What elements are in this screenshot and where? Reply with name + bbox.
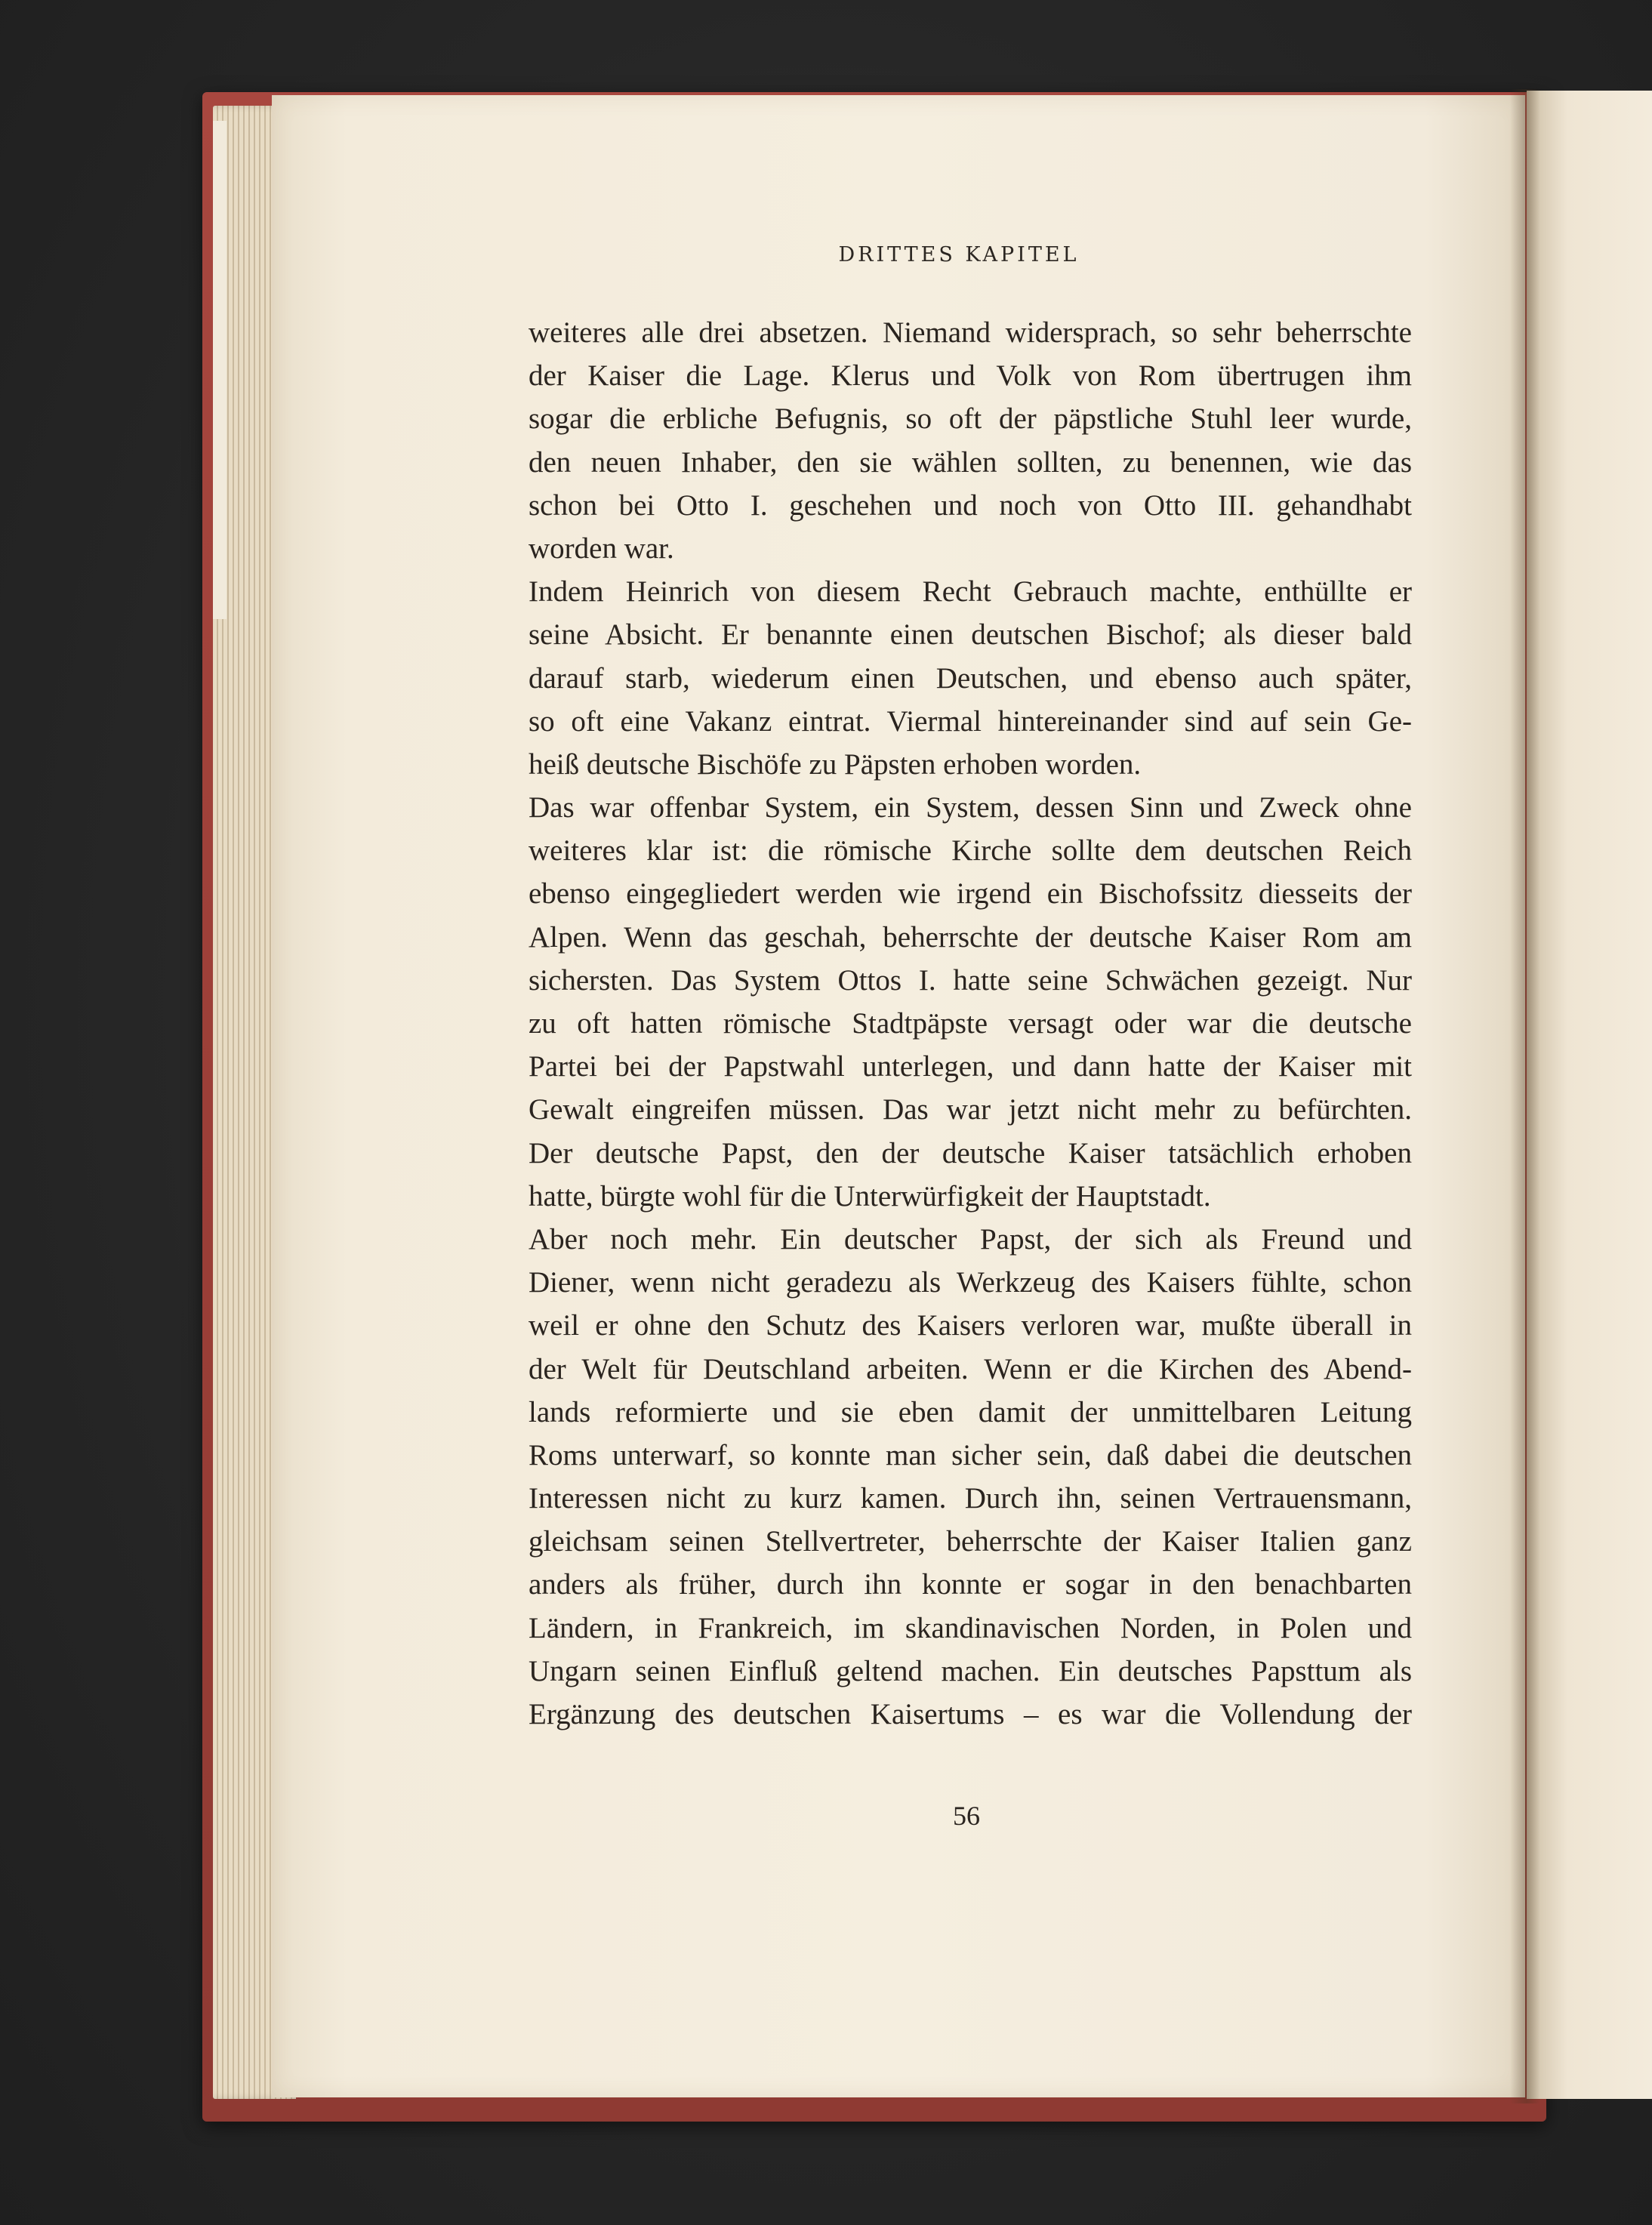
- text-line: sichersten. Das System Ottos I. hatte seine Schwächen gezeigt. Nur: [529, 963, 1412, 997]
- text-line: ebenso eingegliedert werden wie irgend ein Bischofssitz diesseits der: [529, 877, 1412, 911]
- text-line: zu oft hatten römische Stadtpäpste versagt oder war die deutsche: [529, 1007, 1412, 1040]
- text-line: Interessen nicht zu kurz kamen. Durch ihn, seinen Vertrauensmann,: [529, 1482, 1412, 1515]
- text-line: sogar die erbliche Befugnis, so oft der päpstliche Stuhl leer wurde,: [529, 402, 1412, 436]
- text-line: hatte, bürgte wohl für die Unterwürfigkeit der Hauptstadt.: [529, 1179, 1211, 1213]
- text-line: anders als früher, durch ihn konnte er sogar in den benachbarten: [529, 1568, 1412, 1601]
- text-line: Gewalt eingreifen müssen. Das war jetzt nicht mehr zu befürchten.: [529, 1093, 1412, 1126]
- text-line: Das war offenbar System, ein System, dessen Sinn und Zweck ohne: [529, 791, 1412, 824]
- text-line: seine Absicht. Er benannte einen deutschen Bischof; als dieser bald: [529, 618, 1412, 652]
- page-number: 56: [953, 1801, 980, 1831]
- text-line: der Kaiser die Lage. Klerus und Volk von Rom übertrugen ihm: [529, 359, 1412, 393]
- text-line: Der deutsche Papst, den der deutsche Kaiser tatsächlich erhoben: [529, 1136, 1412, 1170]
- text-line: so oft eine Vakanz eintrat. Viermal hintereinander sind auf sein Ge-: [529, 704, 1412, 738]
- facing-page: [1527, 91, 1652, 2099]
- text-line: Diener, wenn nicht geradezu als Werkzeug des Kaisers fühlte, schon: [529, 1266, 1412, 1299]
- text-line: lands reformierte und sie eben damit der unmittelbaren Leitung: [529, 1395, 1412, 1428]
- text-line: Aber noch mehr. Ein deutscher Papst, der sich als Freund und: [529, 1222, 1412, 1256]
- text-line: worden war.: [529, 532, 674, 565]
- text-line: weiteres alle drei absetzen. Niemand widersprach, so sehr beherrschte: [529, 316, 1412, 349]
- page-edge-highlight: [213, 121, 227, 619]
- text-line: Alpen. Wenn das geschah, beherrschte der deutsche Kaiser Rom am: [529, 920, 1412, 954]
- text-line: schon bei Otto I. geschehen und noch von Otto III. gehandhabt: [529, 488, 1412, 522]
- text-line: Ländern, in Frankreich, im skandinavischen Norden, in Polen und: [529, 1611, 1412, 1644]
- text-line: Ungarn seinen Einfluß geltend machen. Ein deutsches Papsttum als: [529, 1654, 1412, 1687]
- text-line: weil er ohne den Schutz des Kaisers verloren war, mußte überall in: [529, 1309, 1412, 1342]
- text-line: Roms unterwarf, so konnte man sicher sein, daß dabei die deutschen: [529, 1438, 1412, 1472]
- text-line: heiß deutsche Bischöfe zu Päpsten erhoben worden.: [529, 747, 1142, 781]
- text-line: Partei bei der Papstwahl unterlegen, und dann hatte der Kaiser mit: [529, 1050, 1412, 1083]
- text-line: gleichsam seinen Stellvertreter, beherrschte der Kaiser Italien ganz: [529, 1525, 1412, 1558]
- running-head: DRITTES KAPITEL: [838, 243, 1080, 267]
- text-line: Indem Heinrich von diesem Recht Gebrauch machte, enthüllte er: [529, 575, 1412, 609]
- text-line: weiteres klar ist: die römische Kirche sollte dem deutschen Reich: [529, 834, 1412, 868]
- text-line: darauf starb, wiederum einen Deutschen, und ebenso auch später,: [529, 661, 1412, 695]
- book-gutter: [1510, 89, 1540, 2103]
- body-text: [529, 311, 1412, 1736]
- text-line: der Welt für Deutschland arbeiten. Wenn er die Kirchen des Abend-: [529, 1352, 1412, 1385]
- text-line: Ergänzung des deutschen Kaisertums – es war die Vollendung der: [529, 1698, 1412, 1730]
- text-line: den neuen Inhaber, den sie wählen sollten, zu benennen, wie das: [529, 445, 1412, 479]
